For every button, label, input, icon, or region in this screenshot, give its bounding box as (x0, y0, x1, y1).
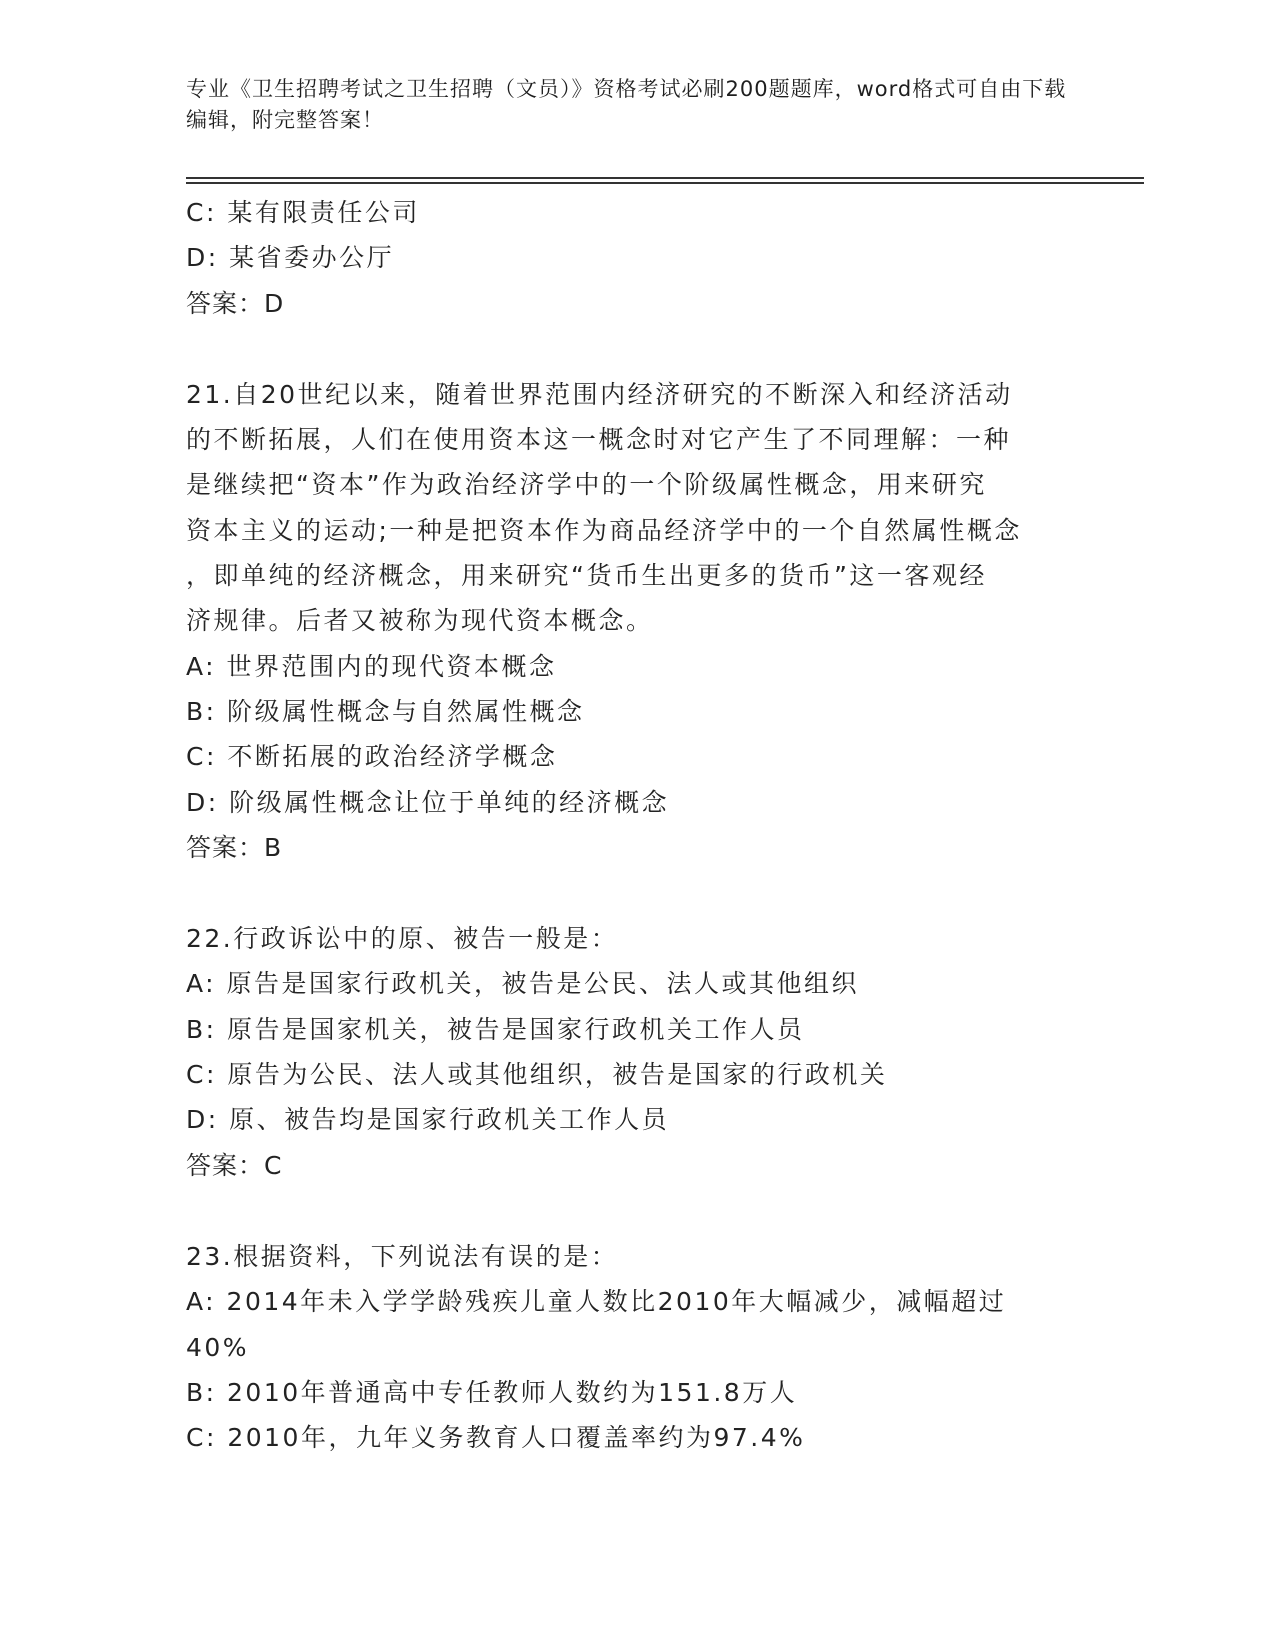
question-stem-line: 的不断拓展，人们在使用资本这一概念时对它产生了不同理解：一种 (186, 425, 1012, 455)
option-b: B: 2010年普通高中专任教师人数约为151.8万人 (186, 1377, 798, 1407)
spacer (186, 326, 1086, 372)
option-a: A: 世界范围内的现代资本概念 (186, 651, 557, 681)
answer-line: 答案：C (186, 1150, 283, 1180)
option-d: D: 原、被告均是国家行政机关工作人员 (186, 1105, 670, 1135)
document-header (186, 74, 1086, 136)
question-stem: 23.根据资料，下列说法有误的是： (186, 1241, 619, 1271)
question-21 (186, 372, 1086, 870)
question-stem-line: 济规律。后者又被称为现代资本概念。 (186, 606, 654, 636)
question-20-tail (186, 190, 1086, 326)
option-a-continued: 40% (186, 1332, 250, 1362)
option-d: D: 某省委办公厅 (186, 243, 395, 273)
answer-line: 答案：D (186, 288, 285, 318)
header-rule-bottom (186, 182, 1144, 184)
option-c: C: 原告为公民、法人或其他组织，被告是国家的行政机关 (186, 1060, 888, 1090)
header-rule-top (186, 177, 1144, 179)
question-stem-line: 资本主义的运动;一种是把资本作为商品经济学中的一个自然属性概念 (186, 515, 1022, 545)
question-22 (186, 916, 1086, 1188)
option-a: A: 原告是国家行政机关，被告是公民、法人或其他组织 (186, 969, 860, 999)
document-body (186, 190, 1086, 1460)
option-b: B: 原告是国家机关，被告是国家行政机关工作人员 (186, 1014, 805, 1044)
option-c: C: 2010年，九年义务教育人口覆盖率约为97.4% (186, 1423, 806, 1453)
question-23 (186, 1234, 1086, 1460)
header-text: 专业《卫生招聘考试之卫生招聘（文员）》资格考试必刷200题题库，word格式可自由下载编辑，附完整答案！ (186, 77, 1067, 132)
option-d: D: 阶级属性概念让位于单纯的经济概念 (186, 787, 670, 817)
question-stem: 22.行政诉讼中的原、被告一般是： (186, 924, 619, 954)
option-c: C: 某有限责任公司 (186, 198, 420, 227)
question-stem-line: 21.自20世纪以来，随着世界范围内经济研究的不断深入和经济活动 (186, 379, 1013, 409)
option-a: A: 2014年未入学学龄残疾儿童人数比2010年大幅减少，减幅超过 (186, 1287, 1007, 1317)
question-stem-line: ，即单纯的经济概念，用来研究“货币生出更多的货币”这一客观经 (186, 561, 987, 591)
spacer (186, 870, 1086, 916)
option-b: B: 阶级属性概念与自然属性概念 (186, 696, 585, 726)
spacer (186, 1188, 1086, 1234)
option-c: C: 不断拓展的政治经济学概念 (186, 742, 558, 772)
question-stem-line: 是继续把“资本”作为政治经济学中的一个阶级属性概念，用来研究 (186, 470, 987, 500)
answer-line: 答案：B (186, 832, 283, 862)
